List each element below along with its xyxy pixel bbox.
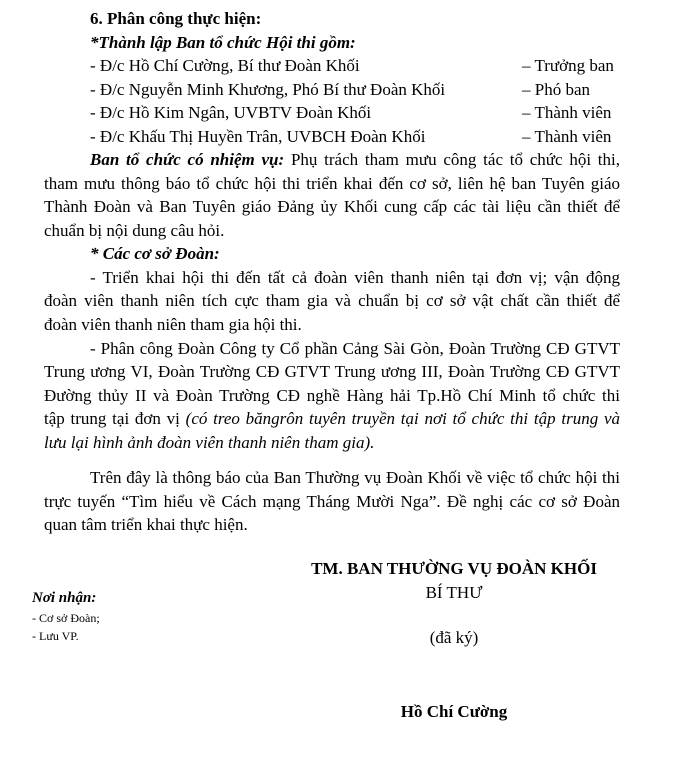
base-p1-line-1: - Triển khai hội thi đến tất cả đoàn viên thanh niên tại đơn vị; vận động [90,268,620,287]
signature-org: TM. BAN THƯỜNG VỤ ĐOÀN KHỐI [311,559,597,578]
base-p1-line-2: đoàn viên thanh niên tích cực tham gia và chuẩn bị cơ sở vật chất cần thiết để [44,291,620,310]
closing-line-1: Trên đây là thông báo của Ban Thường vụ Đoàn Khối về việc tổ chức hội thi [90,468,620,487]
base-p2-line-4 [44,408,620,430]
duty-line-1 [90,149,620,171]
base-p2-line-2: Trung ương VI, Đoàn Trường CĐ GTVT Trung ương III, Đoàn Trường CĐ GTVT [44,362,620,381]
duty-line-2: tham mưu thông báo tổ chức hội thi triển khai đến cơ sở, liên hệ ban Tuyên giáo [44,174,620,193]
base-p2-line-5: lưu lại hình ảnh đoàn viên thanh niên tham gia). [44,433,375,452]
duty-line-4: chuẩn bị nội dung câu hỏi. [44,221,225,240]
recipient-item-2: - Lưu VP. [32,629,79,643]
base-p2-line-1: - Phân công Đoàn Công ty Cổ phần Cảng Sài Gòn, Đoàn Trường CĐ GTVT [90,339,620,358]
recipient-item-1: - Cơ sở Đoàn; [32,611,100,625]
base-p1-line-3: đoàn viên thanh niên tham gia hội thi. [44,315,302,334]
section-heading: 6. Phân công thực hiện: [90,9,262,28]
member-name-4: - Đ/c Khấu Thị Huyền Trân, UVBCH Đoàn Khối [90,127,426,146]
member-role-2: – Phó ban [522,80,590,99]
member-name-3: - Đ/c Hồ Kim Ngân, UVBTV Đoàn Khối [90,103,372,122]
signature-signed: (đã ký) [429,628,479,647]
base-p2-line-4-plain: tập trung tại đơn vị [44,409,186,428]
signature-position: BÍ THƯ [425,583,483,602]
closing-line-2: trực tuyến “Tìm hiểu về Cách mạng Tháng Mười Nga”. Đề nghị các cơ sở Đoàn [44,492,620,511]
base-title: * Các cơ sở Đoàn: [90,244,220,263]
member-role-3: – Thành viên [522,103,612,122]
closing-line-3: quan tâm triển khai thực hiện. [44,515,248,534]
base-p2-line-4-italic: (có treo băngrôn tuyên truyền tại nơi tổ chức thi tập trung và [185,409,621,428]
signature-name: Hồ Chí Cường [400,702,508,721]
committee-title: *Thành lập Ban tổ chức Hội thi gồm: [90,33,356,52]
base-p2-line-3: Đường thủy II và Đoàn Trường CĐ nghề Hàng hải Tp.Hồ Chí Minh tổ chức thi [44,386,620,405]
recipients-title: Nơi nhận: [32,590,97,606]
member-role-1: – Trưởng ban [522,56,614,75]
duty-line-1-rest: Phụ trách tham mưu công tác tổ chức hội thi, [284,150,620,169]
duty-label: Ban tổ chức có nhiệm vụ: [90,150,285,169]
member-name-1: - Đ/c Hồ Chí Cường, Bí thư Đoàn Khối [90,56,360,75]
duty-line-3: Thành Đoàn và Ban Tuyên giáo Đảng ủy Khối cung cấp các tài liệu cần thiết để [44,197,620,216]
member-role-4: – Thành viên [522,127,612,146]
member-name-2: - Đ/c Nguyễn Minh Khương, Phó Bí thư Đoàn Khối [90,80,446,99]
